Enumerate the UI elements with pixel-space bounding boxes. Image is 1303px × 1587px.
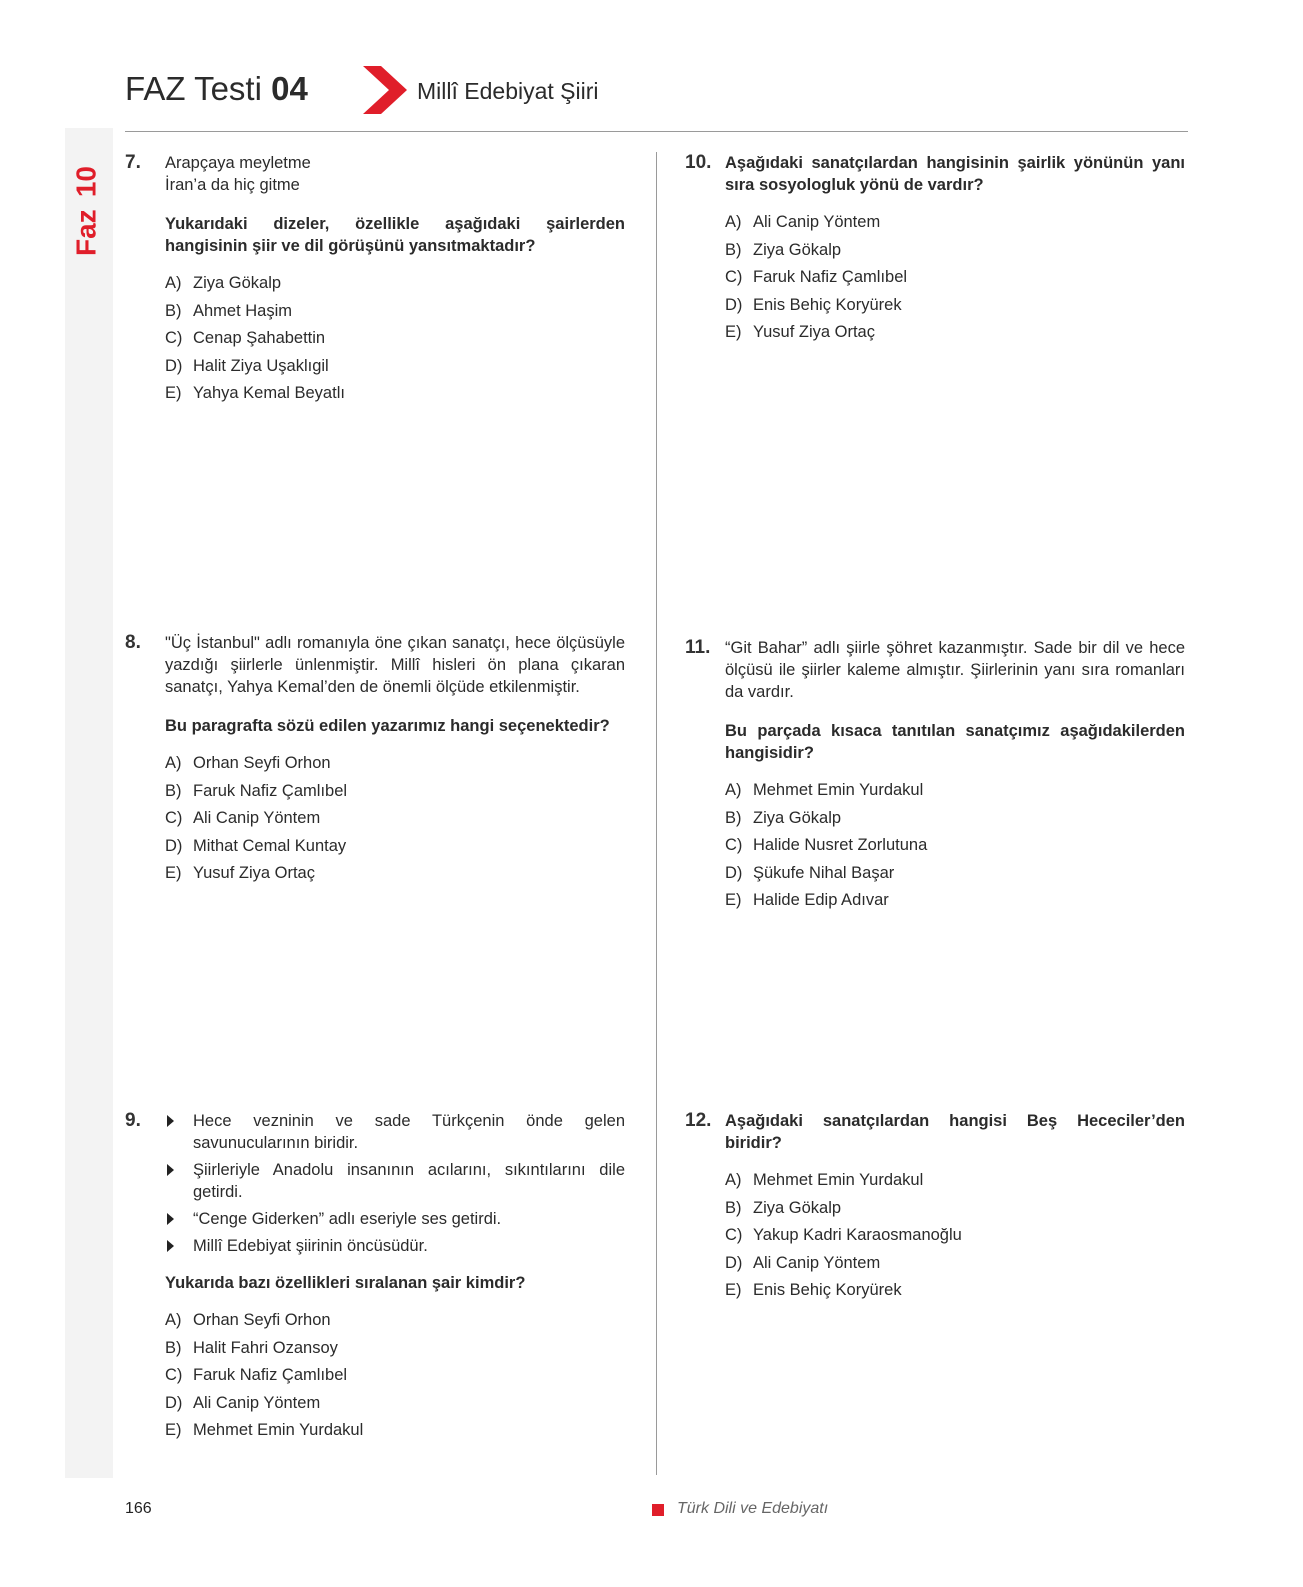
- option-text: Cenap Şahabettin: [193, 329, 326, 347]
- option-e[interactable]: [165, 382, 625, 410]
- question-prompt: Bu paragrafta sözü edilen yazarımız hangi seçenektedir?: [165, 717, 610, 735]
- option-text: Mehmet Emin Yurdakul: [193, 1421, 364, 1439]
- option-letter: C): [725, 1226, 743, 1244]
- question-10: [685, 152, 1185, 349]
- question-9: [125, 1110, 625, 1447]
- option-c[interactable]: [725, 266, 1185, 294]
- option-letter: B): [165, 781, 182, 800]
- side-number: 10: [70, 166, 102, 198]
- header-divider: [125, 131, 1188, 132]
- option-c[interactable]: [165, 807, 625, 835]
- option-d[interactable]: [165, 835, 625, 863]
- option-letter: A): [165, 1311, 182, 1329]
- option-text: Orhan Seyfi Orhon: [193, 1311, 331, 1329]
- column-divider: [656, 152, 657, 1475]
- feature-list: [165, 1110, 625, 1257]
- option-b[interactable]: [725, 1197, 1185, 1225]
- option-b[interactable]: [725, 807, 1185, 835]
- options-list: [725, 211, 1185, 349]
- option-letter: B): [165, 301, 182, 320]
- page-subtitle: Millî Edebiyat Şiiri: [417, 78, 599, 104]
- option-text: Yahya Kemal Beyatlı: [193, 384, 345, 402]
- chevron-right-icon: [363, 66, 407, 114]
- question-12: [685, 1110, 1185, 1307]
- option-b[interactable]: [725, 239, 1185, 267]
- option-letter: D): [165, 1393, 183, 1412]
- option-letter: B): [725, 1198, 742, 1217]
- option-text: Mehmet Emin Yurdakul: [753, 781, 924, 799]
- feature-item: [165, 1235, 625, 1257]
- option-letter: E): [725, 1281, 742, 1299]
- side-strip: [65, 128, 113, 1478]
- option-letter: A): [725, 213, 742, 231]
- option-letter: A): [165, 754, 182, 772]
- options-list: [165, 752, 625, 890]
- option-letter: D): [725, 1253, 743, 1272]
- bullet-triangle-icon: [167, 1164, 174, 1176]
- option-text: Ziya Gökalp: [753, 240, 842, 259]
- feature-item: [165, 1110, 625, 1154]
- footer-subject: Türk Dili ve Edebiyatı: [677, 1500, 829, 1517]
- stem-line: Arapçaya meyletme: [165, 154, 311, 172]
- question-prompt: Yukarıdaki dizeler, özellikle aşağıdaki şairlerden hangisinin şiir ve dil görüşünü yansıtmaktadır?: [165, 215, 625, 255]
- options-list: [725, 779, 1185, 917]
- option-d[interactable]: [165, 355, 625, 383]
- option-d[interactable]: [165, 1392, 625, 1420]
- option-text: Halide Edip Adıvar: [753, 891, 889, 909]
- options-list: [165, 1309, 625, 1447]
- option-text: Mehmet Emin Yurdakul: [753, 1171, 924, 1189]
- side-word: Faz: [70, 209, 102, 256]
- question-11: [685, 637, 1185, 917]
- option-a[interactable]: [165, 752, 625, 780]
- question-stem: “Git Bahar” adlı şiirle şöhret kazanmıştır. Sade bir dil ve hece ölçüsü ile şiirler kaleme almıştır. Şiirlerinin yanı sıra romanları da vardır.: [725, 639, 1185, 701]
- option-letter: C): [725, 836, 743, 854]
- page-number: 166: [125, 1500, 152, 1517]
- option-b[interactable]: [165, 300, 625, 328]
- question-number: 11.: [685, 637, 711, 658]
- option-letter: B): [165, 1338, 182, 1357]
- option-c[interactable]: [725, 1224, 1185, 1252]
- option-text: Ali Canip Yöntem: [753, 1253, 881, 1272]
- option-text: Ziya Gökalp: [193, 274, 282, 292]
- option-e[interactable]: [725, 889, 1185, 917]
- option-a[interactable]: [725, 1169, 1185, 1197]
- option-text: Şükufe Nihal Başar: [753, 863, 895, 882]
- feature-text: Millî Edebiyat şiirinin öncüsüdür.: [193, 1237, 428, 1255]
- question-prompt: Yukarıda bazı özellikleri sıralanan şair kimdir?: [165, 1274, 526, 1292]
- feature-text: “Cenge Giderken” adlı eseriyle ses getirdi.: [193, 1210, 502, 1228]
- option-text: Orhan Seyfi Orhon: [193, 754, 331, 772]
- test-name: FAZ Testi: [125, 70, 262, 107]
- bullet-triangle-icon: [167, 1240, 174, 1252]
- option-text: Halide Nusret Zorlutuna: [753, 836, 928, 854]
- question-8: [125, 632, 625, 890]
- option-text: Mithat Cemal Kuntay: [193, 836, 347, 855]
- option-letter: C): [165, 1366, 183, 1384]
- options-list: [725, 1169, 1185, 1307]
- option-letter: E): [165, 864, 182, 882]
- option-text: Ali Canip Yöntem: [193, 1393, 321, 1412]
- question-prompt: Bu parçada kısaca tanıtılan sanatçımız aşağıdakilerden hangisidir?: [725, 722, 1185, 762]
- option-text: Yakup Kadri Karaosmanoğlu: [753, 1226, 962, 1244]
- option-text: Ali Canip Yöntem: [753, 213, 881, 231]
- option-a[interactable]: [165, 1309, 625, 1337]
- option-letter: E): [725, 323, 742, 341]
- feature-text: Hece vezninin ve sade Türkçenin önde gelen savunucularının biridir.: [193, 1112, 625, 1152]
- option-e[interactable]: [725, 321, 1185, 349]
- option-letter: D): [725, 295, 743, 314]
- option-letter: B): [725, 240, 742, 259]
- option-text: Faruk Nafiz Çamlıbel: [753, 268, 908, 286]
- option-text: Yusuf Ziya Ortaç: [753, 323, 875, 341]
- option-a[interactable]: [165, 272, 625, 300]
- option-text: Yusuf Ziya Ortaç: [193, 864, 315, 882]
- option-c[interactable]: [165, 1364, 625, 1392]
- option-letter: D): [725, 863, 743, 882]
- option-letter: E): [165, 384, 182, 402]
- question-number: 7.: [125, 152, 141, 173]
- option-d[interactable]: [725, 294, 1185, 322]
- option-letter: D): [165, 836, 183, 855]
- option-text: Faruk Nafiz Çamlıbel: [193, 1366, 348, 1384]
- option-text: Faruk Nafiz Çamlıbel: [193, 781, 348, 800]
- feature-item: [165, 1159, 625, 1203]
- question-number: 8.: [125, 632, 141, 653]
- option-letter: D): [165, 356, 183, 375]
- option-text: Enis Behiç Koryürek: [753, 1281, 902, 1299]
- option-letter: E): [725, 891, 742, 909]
- option-b[interactable]: [165, 780, 625, 808]
- question-prompt: Aşağıdaki sanatçılardan hangisi Beş Hececiler’den biridir?: [725, 1112, 1185, 1152]
- question-number: 10.: [685, 152, 712, 173]
- option-text: Halit Ziya Uşaklıgil: [193, 356, 329, 375]
- option-text: Ziya Gökalp: [753, 1198, 842, 1217]
- option-a[interactable]: [725, 779, 1185, 807]
- option-text: Enis Behiç Koryürek: [753, 295, 902, 314]
- question-number: 12.: [685, 1110, 712, 1131]
- option-text: Ziya Gökalp: [753, 808, 842, 827]
- feature-item: [165, 1208, 625, 1230]
- option-letter: B): [725, 808, 742, 827]
- stem-line: İran’a da hiç gitme: [165, 176, 300, 194]
- option-b[interactable]: [165, 1337, 625, 1365]
- option-text: Halit Fahri Ozansoy: [193, 1338, 338, 1357]
- question-prompt: Aşağıdaki sanatçılardan hangisinin şairlik yönünün yanı sıra sosyologluk yönü de vardır?: [725, 154, 1185, 194]
- option-e[interactable]: [165, 862, 625, 890]
- option-letter: A): [725, 781, 742, 799]
- option-letter: C): [165, 329, 183, 347]
- options-list: [165, 272, 625, 410]
- bullet-triangle-icon: [167, 1115, 174, 1127]
- option-letter: C): [165, 809, 183, 827]
- option-e[interactable]: [165, 1419, 625, 1447]
- bullet-triangle-icon: [167, 1213, 174, 1225]
- option-d[interactable]: [725, 862, 1185, 890]
- option-c[interactable]: [165, 327, 625, 355]
- option-letter: A): [165, 274, 182, 292]
- question-7: [125, 152, 625, 410]
- option-e[interactable]: [725, 1279, 1185, 1307]
- page-title: [125, 70, 308, 108]
- feature-text: Şiirleriyle Anadolu insanının acılarını, sıkıntılarını dile getirdi.: [193, 1161, 625, 1201]
- question-number: 9.: [125, 1110, 141, 1131]
- option-d[interactable]: [725, 1252, 1185, 1280]
- option-letter: A): [725, 1171, 742, 1189]
- option-a[interactable]: [725, 211, 1185, 239]
- option-text: Ahmet Haşim: [193, 301, 293, 320]
- option-c[interactable]: [725, 834, 1185, 862]
- footer-square-icon: [652, 1504, 664, 1516]
- option-letter: E): [165, 1421, 182, 1439]
- option-letter: C): [725, 268, 743, 286]
- side-label: [70, 150, 106, 260]
- test-number: 04: [271, 70, 308, 107]
- question-stem: "Üç İstanbul" adlı romanıyla öne çıkan sanatçı, hece ölçüsüyle yazdığı şiirlerle ünlenmiştir. Millî hisleri ön plana çıkaran sanatçı, Yahya Kemal’den de önemli ölçüde etkilenmiştir.: [165, 634, 625, 696]
- option-text: Ali Canip Yöntem: [193, 809, 321, 827]
